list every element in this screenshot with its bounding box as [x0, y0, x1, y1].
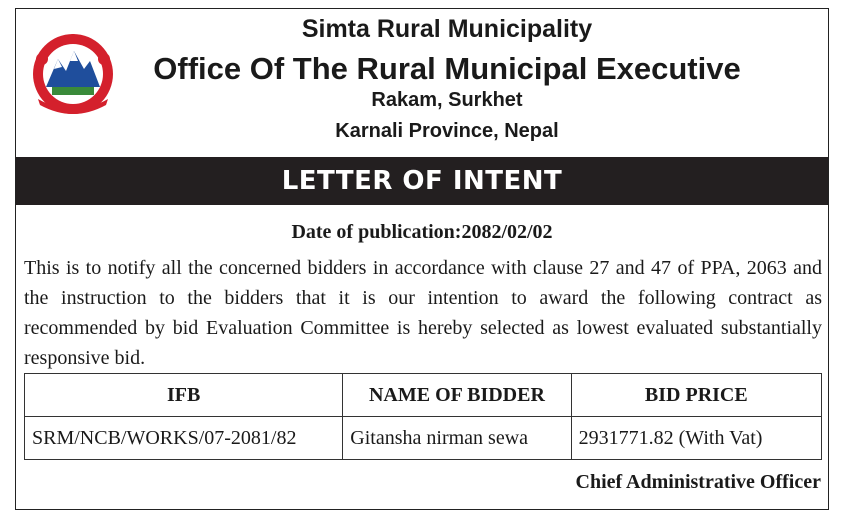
office-province: Karnali Province, Nepal — [335, 120, 559, 142]
column-header-price: BID PRICE — [571, 374, 821, 417]
price-cell: 2931771.82 (With Vat) — [571, 417, 821, 460]
notice-title-banner: LETTER OF INTENT — [16, 157, 828, 205]
notice-body: This is to notify all the concerned bidders in accordance with clause 27 and 47 of PPA, 2063 and the instruction to the bidders that it is our intention to award the following contract as recommended by bid Evaluation Committee is hereby selected as lowest evaluated substantially responsive bid. — [24, 257, 822, 369]
office-location: Rakam, Surkhet — [371, 89, 523, 111]
column-header-bidder: NAME OF BIDDER — [343, 374, 571, 417]
bidder-cell: Gitansha nirman sewa — [343, 417, 571, 460]
office-name: Office Of The Rural Municipal Executive — [153, 51, 741, 86]
letterhead — [16, 9, 828, 157]
letter-of-intent-notice — [15, 8, 829, 510]
publication-date: Date of publication:2082/02/02 — [291, 221, 553, 243]
municipality-name: Simta Rural Municipality — [301, 15, 593, 43]
bid-table — [24, 373, 822, 460]
table-header-row — [25, 374, 822, 417]
signatory-title: Chief Administrative Officer — [575, 471, 821, 493]
table-row — [25, 417, 822, 460]
column-header-ifb: IFB — [25, 374, 343, 417]
ifb-cell: SRM/NCB/WORKS/07-2081/82 — [25, 417, 343, 460]
